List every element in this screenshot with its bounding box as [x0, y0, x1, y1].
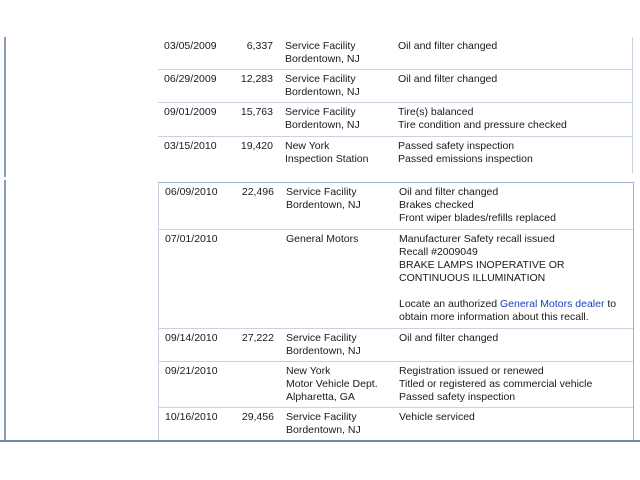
left-border-top	[4, 37, 6, 177]
recall-note: Locate an authorized General Motors dealer to	[399, 298, 617, 310]
record-source: Service Facility Bordentown, NJ	[286, 332, 361, 357]
table-row	[159, 329, 633, 362]
record-mileage: 29,456	[241, 411, 274, 423]
record-mileage: 19,420	[240, 140, 273, 152]
record-comments: Vehicle serviced	[399, 411, 475, 423]
table-row	[158, 70, 632, 103]
table-row	[159, 183, 633, 230]
table-row	[159, 362, 633, 408]
record-comments: Oil and filter changed	[398, 40, 498, 52]
record-comments: Oil and filter changed	[399, 332, 499, 344]
table-row	[159, 408, 633, 441]
table-row	[158, 103, 632, 137]
record-source: Service Facility Bordentown, NJ	[285, 106, 360, 131]
record-mileage: 22,496	[241, 186, 274, 198]
left-border-bottom	[4, 180, 6, 442]
table-row	[159, 230, 633, 329]
record-comments: Registration issued or renewed Titled or registered as commercial vehicle Passed safety inspection	[399, 365, 593, 403]
record-comments: Manufacturer Safety recall issued Recall #2009049 BRAKE LAMPS INOPERATIVE OR CONTINUOUS ILLUMINATION Locate an authorized General Motors dealer to obtain more information about this recall.	[399, 233, 617, 323]
record-date: 07/01/2010	[165, 233, 218, 245]
record-source: New York Motor Vehicle Dept. Alpharetta, GA	[286, 365, 378, 403]
history-table-top	[158, 37, 633, 173]
record-comments: Tire(s) balanced Tire condition and pressure checked	[398, 106, 567, 131]
record-date: 09/21/2010	[165, 365, 218, 377]
record-date: 09/14/2010	[165, 332, 218, 344]
bottom-border	[0, 440, 640, 442]
record-source: New York Inspection Station	[285, 140, 369, 165]
record-mileage: 15,763	[240, 106, 273, 118]
table-row	[158, 137, 632, 173]
record-source: Service Facility Bordentown, NJ	[285, 40, 360, 65]
record-comments: Passed safety inspection Passed emissions inspection	[398, 140, 533, 165]
table-row	[158, 37, 632, 70]
record-date: 10/16/2010	[165, 411, 218, 423]
record-source: General Motors	[286, 233, 359, 245]
record-date: 06/09/2010	[165, 186, 218, 198]
record-source: Service Facility Bordentown, NJ	[286, 186, 361, 211]
dealer-link[interactable]: General Motors dealer	[500, 298, 605, 310]
record-mileage: 27,222	[241, 332, 274, 344]
record-source: Service Facility Bordentown, NJ	[285, 73, 360, 98]
record-date: 09/01/2009	[164, 106, 217, 118]
record-comments: Oil and filter changed	[398, 73, 498, 85]
record-date: 06/29/2009	[164, 73, 217, 85]
record-comments: Oil and filter changed Brakes checked Front wiper blades/refills replaced	[399, 186, 556, 224]
record-date: 03/15/2010	[164, 140, 217, 152]
history-table-bottom	[158, 182, 634, 441]
record-source: Service Facility Bordentown, NJ	[286, 411, 361, 436]
record-mileage: 12,283	[240, 73, 273, 85]
record-date: 03/05/2009	[164, 40, 217, 52]
record-mileage: 6,337	[246, 40, 273, 52]
